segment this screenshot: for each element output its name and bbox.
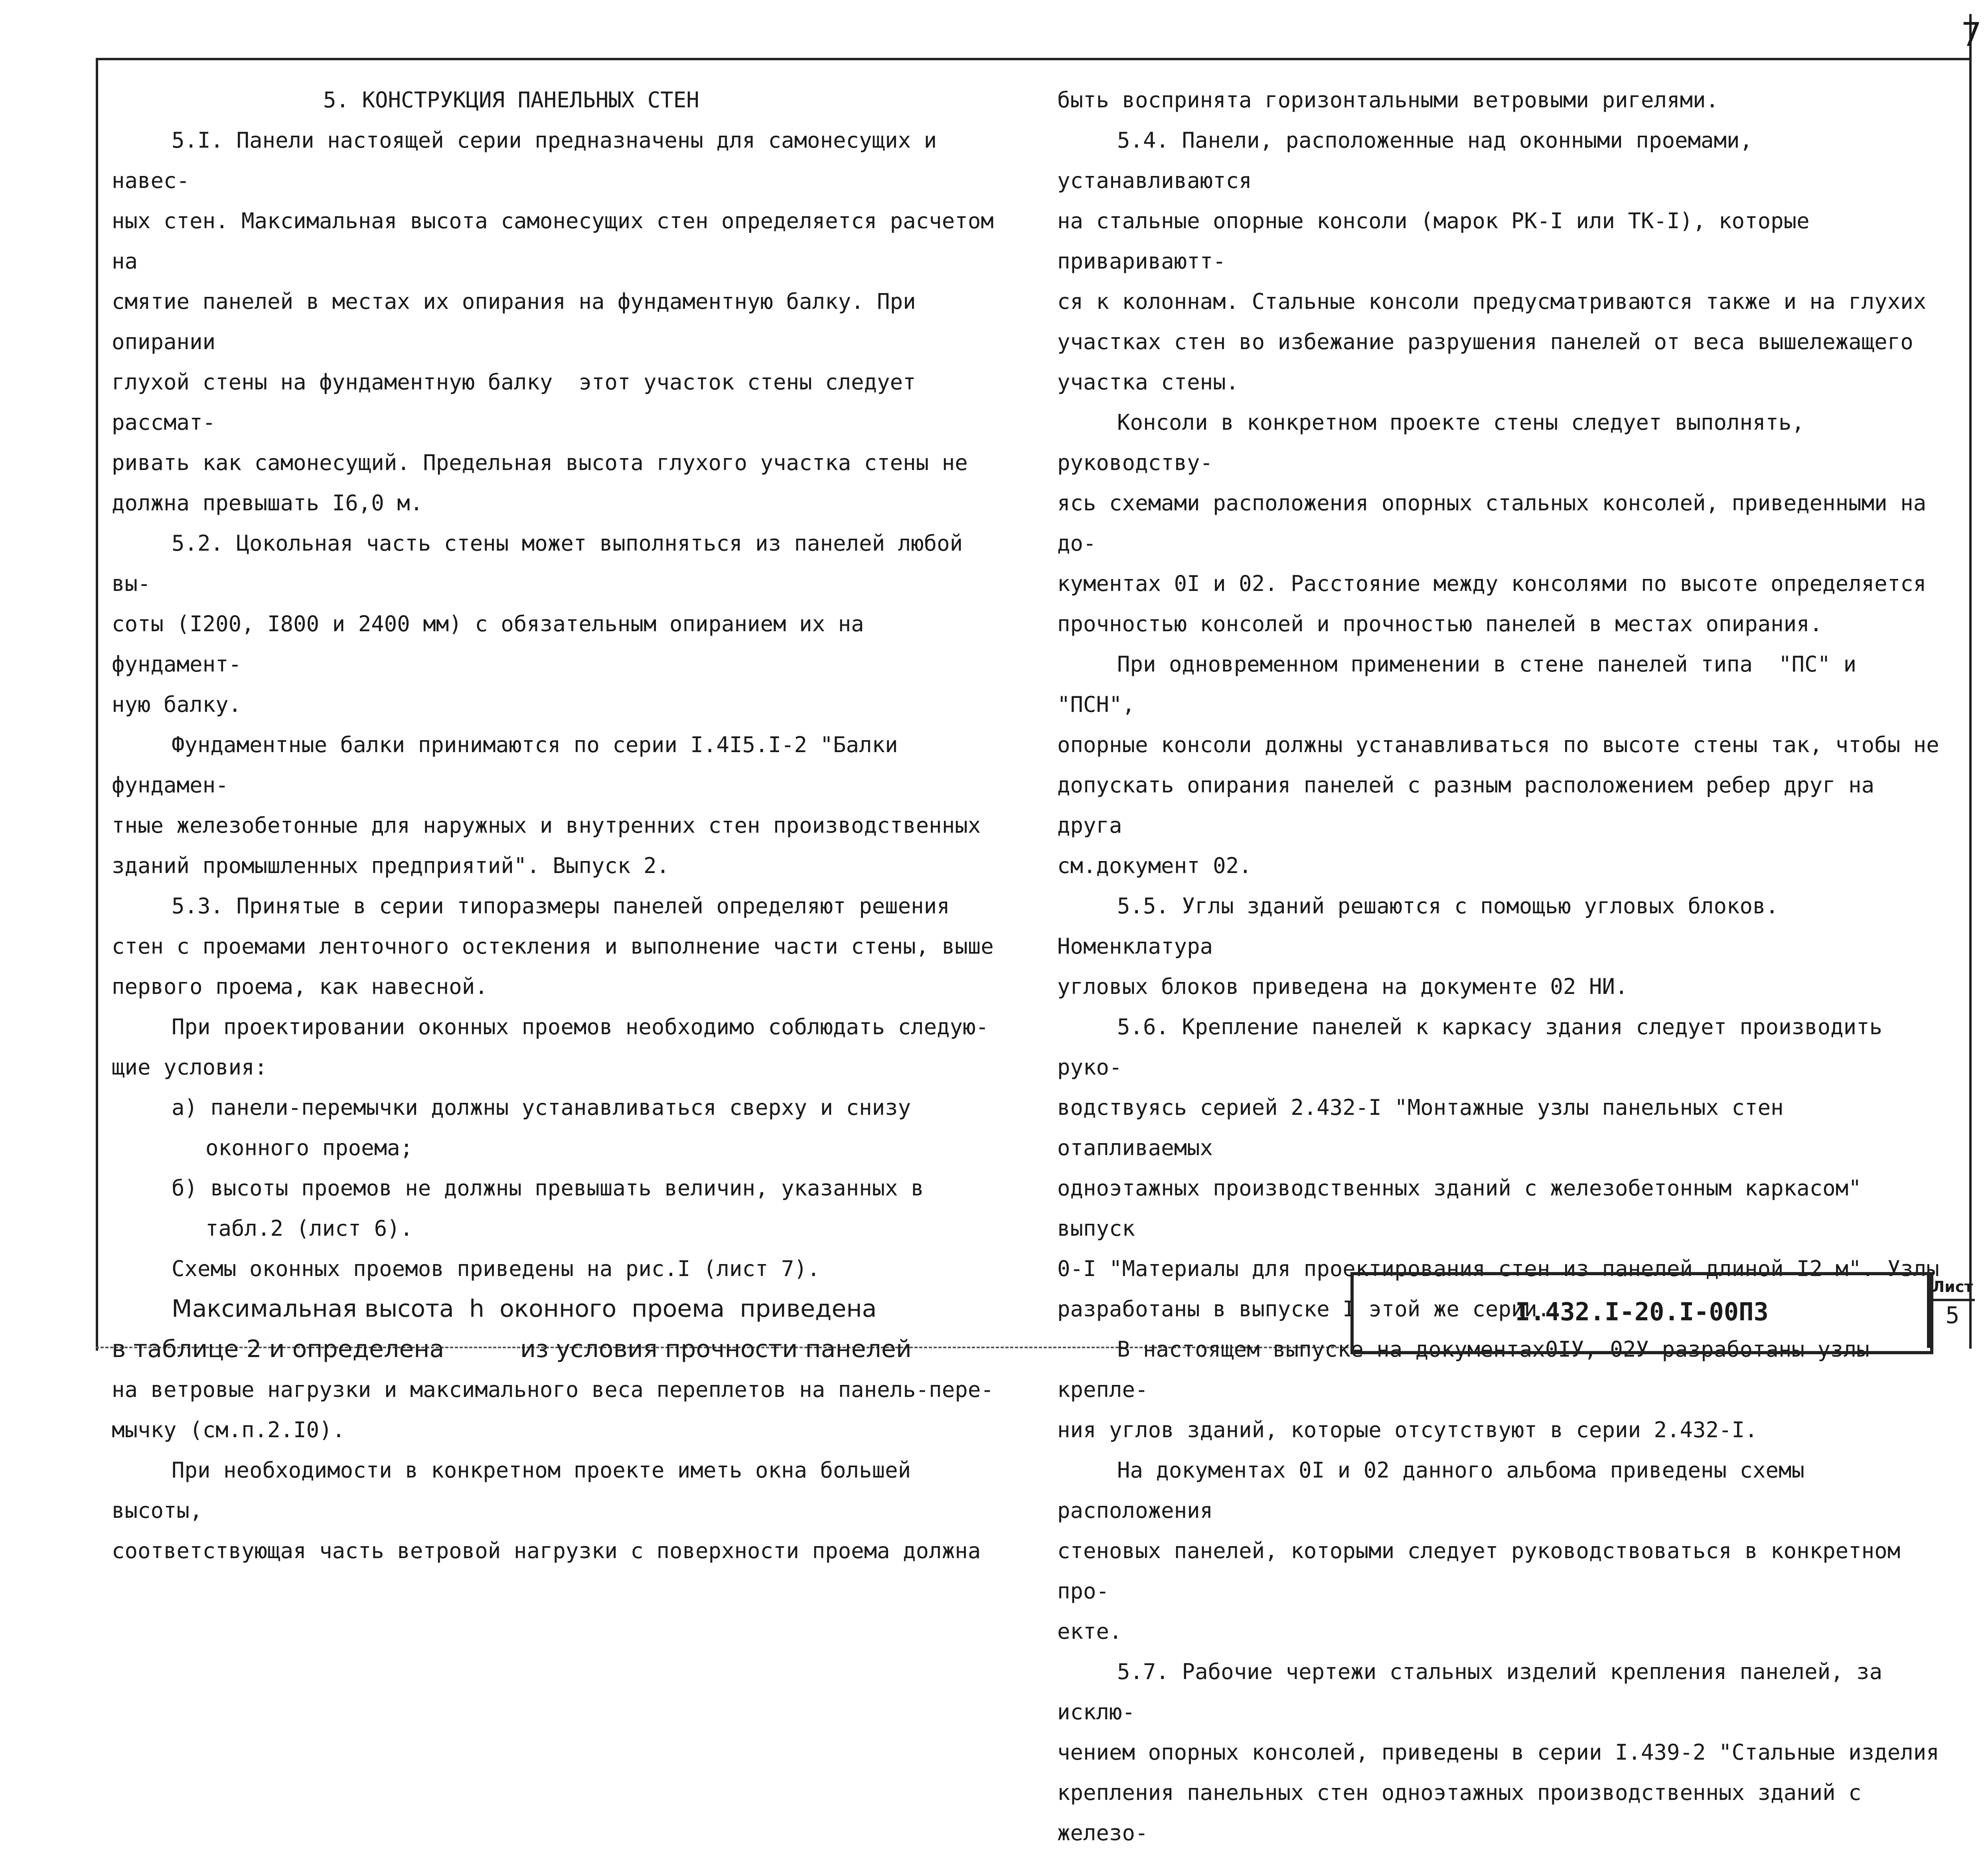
text-line: тные железобетонные для наружных и внутренних стен производственных (112, 813, 981, 838)
text-line: В настоящем выпуске на документах0IУ, 02У разработаны узлы крепле- (1057, 1337, 1883, 1402)
list-item-a: а) панели-перемычки должны устанавливаться сверху и снизу (172, 1095, 911, 1120)
text-line: опорные консоли должны устанавливаться по высоте стены так, чтобы не (1057, 732, 1939, 757)
text-line: ся к колоннам. Стальные консоли предусматриваются также и на глухих (1057, 289, 1927, 314)
text-line: При проектировании оконных проемов необходимо соблюдать следую- (172, 1014, 989, 1039)
text-line: участках стен во избежание разрушения панелей от веса вышележащего (1057, 329, 1913, 354)
text-line: ривать как самонесущий. Предельная высота глухого участка стены не (112, 450, 968, 475)
text-line: крепления панельных стен одноэтажных производственных зданий с железо- (1057, 1780, 1875, 1845)
text-line: стен с проемами ленточного остекления и выполнение части стены, выше (112, 934, 994, 959)
text-line: щие условия: (112, 1055, 268, 1080)
text-line: ния углов зданий, которые отсутствуют в серии 2.432-I. (1057, 1417, 1758, 1442)
text-line: должна превышать I6,0 м. (112, 490, 423, 516)
text-line: 5.2. Цокольная часть стены может выполняться из панелей любой вы- (112, 531, 976, 596)
text-line: на ветровые нагрузки и максимального веса переплетов на панель-пере- (112, 1377, 994, 1402)
text-line: ных стен. Максимальная высота самонесущих стен определяется расчетом на (112, 208, 1007, 274)
text-line: допускать опирания панелей с разным расположением ребер друг на друга (1057, 772, 1887, 838)
text-line: на стальные опорные консоли (марок РК-I или ТК-I), которые привариваютт- (1057, 208, 1823, 274)
sheet-label: Лист (1930, 1275, 1975, 1301)
frame-right-line (1969, 14, 1972, 1349)
text-line: При одновременном применении в стене панелей типа "ПС" и "ПСН", (1057, 652, 1870, 717)
text-line: екте. (1057, 1619, 1122, 1644)
text-line: первого проема, как навесной. (112, 974, 488, 999)
right-text-column (1057, 80, 1943, 1853)
text-line: На документах 0I и 02 данного альбома приведены схемы расположения (1057, 1458, 1818, 1523)
text-line: ясь схемами расположения опорных стальных консолей, приведенными на до- (1057, 490, 1939, 556)
text-line: участка стены. (1057, 369, 1239, 395)
text-line: Фундаментные балки принимаются по серии I.4I5.I-2 "Балки фундамен- (112, 732, 911, 798)
text-line: соответствующая часть ветровой нагрузки с поверхности проема должна (112, 1538, 981, 1563)
text-line: 5.I. Панели настоящей серии предназначены для самонесущих и навес- (112, 128, 950, 193)
text-line: Схемы оконных проемов приведены на рис.I (лист 7). (172, 1256, 820, 1281)
handwritten-line: Максимальная высота h оконного проема приведена (172, 1295, 877, 1323)
frame-left-line (96, 58, 98, 1351)
text-line: ную балку. (112, 692, 242, 717)
text-line: 5.7. Рабочие чертежи стальных изделий крепления панелей, за исклю- (1057, 1659, 1895, 1725)
text-line: 5.5. Углы зданий решаются с помощью угловых блоков. Номенклатура (1057, 893, 1792, 959)
text-line: глухой стены на фундаментную балку этот участок стены следует рассмат- (112, 369, 929, 435)
text-line: водствуясь серией 2.432-I "Монтажные узлы панельных стен отапливаемых (1057, 1095, 1797, 1160)
section-heading: 5. КОНСТРУКЦИЯ ПАНЕЛЬНЫХ СТЕН (323, 87, 699, 113)
sheet-number: 5 (1945, 1302, 1960, 1329)
list-item-b: б) высоты проемов не должны превышать величин, указанных в (172, 1175, 924, 1201)
text-line: одноэтажных производственных зданий с железобетонным каркасом" выпуск (1057, 1175, 1875, 1241)
text-line: Консоли в конкретном проекте стены следует выполнять, руководству- (1057, 410, 1818, 475)
document-code: I.432.I-20.I-00ПЗ (1515, 1297, 1769, 1326)
text-line: соты (I200, I800 и 2400 мм) с обязательным опиранием их на фундамент- (112, 611, 877, 677)
text-line: чением опорных консолей, приведены в серии I.439-2 "Стальные изделия (1057, 1740, 1939, 1765)
text-line: стеновых панелей, которыми следует руководствоваться в конкретном про- (1057, 1538, 1913, 1604)
text-line: зданий промышленных предприятий". Выпуск 2. (112, 853, 669, 878)
text-line: 5.3. Принятые в серии типоразмеры панелей определяют решения (172, 893, 950, 919)
text-line: При необходимости в конкретном проекте иметь окна большей высоты, (112, 1458, 924, 1523)
text-line: угловых блоков приведена на документе 02 НИ. (1057, 974, 1628, 999)
text-line: прочностью консолей и прочностью панелей в местах опирания. (1057, 611, 1823, 636)
text-line: мычку (см.п.2.I0). (112, 1417, 345, 1442)
list-item-a-cont: оконного проема; (205, 1135, 413, 1160)
text-line: смятие панелей в местах их опирания на фундаментную балку. При опирании (112, 289, 929, 354)
text-line: 5.6. Крепление панелей к каркасу здания следует производить руко- (1057, 1014, 1895, 1080)
text-line: кументах 0I и 02. Расстояние между консолями по высоте определяется (1057, 571, 1927, 596)
title-block (1350, 1272, 1933, 1354)
text-line: 0-I "Материалы для проектирования стен из панелей длиной I2 м". Узлы (1057, 1256, 1939, 1281)
corner-page-number: 7 (1961, 16, 1982, 54)
list-item-b-cont: табл.2 (лист 6). (205, 1216, 413, 1241)
text-line: разработаны в выпуске I этой же серии. (1057, 1296, 1550, 1322)
text-line: быть воспринята горизонтальными ветровыми ригелями. (1057, 87, 1719, 113)
handwritten-line: в таблице 2 и определена из условия прочности панелей (112, 1335, 912, 1363)
text-line: см.документ 02. (1057, 853, 1252, 878)
frame-top-line (96, 58, 1971, 60)
left-text-column (112, 80, 1007, 1571)
text-line: 5.4. Панели, расположенные над оконными проемами, устанавливаются (1057, 128, 1766, 193)
